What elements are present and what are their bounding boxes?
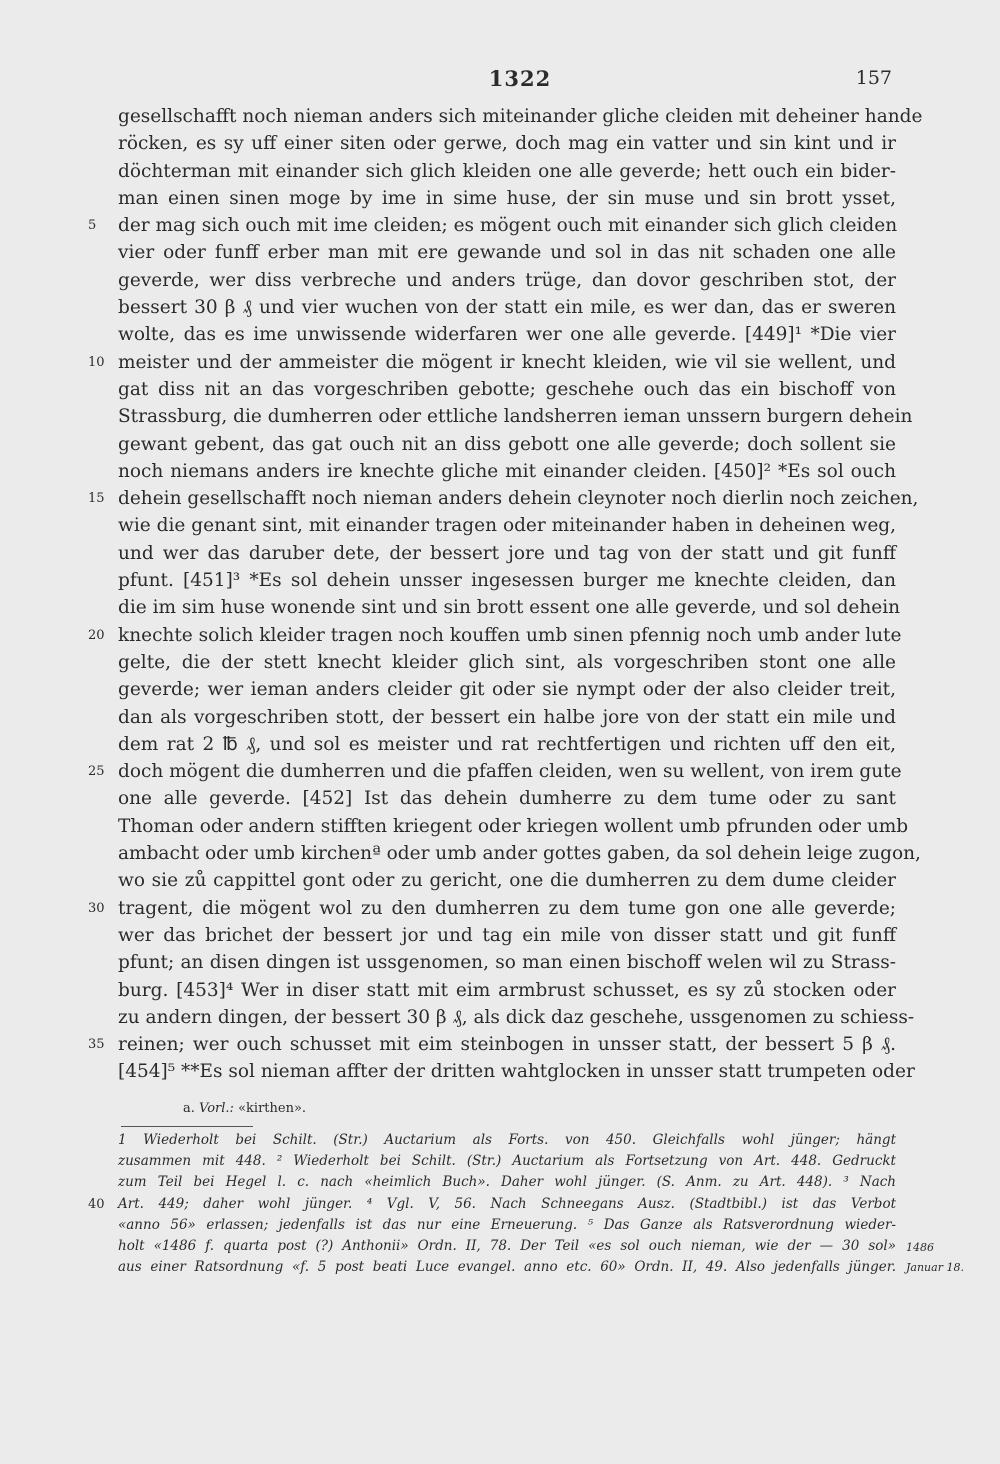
text-line bbox=[0, 1031, 1000, 1058]
text-line bbox=[0, 813, 1000, 840]
page-number: 157 bbox=[855, 67, 892, 89]
margin-note-year: 1486 bbox=[906, 1241, 934, 1254]
text-line bbox=[0, 704, 1000, 731]
line-text: knechte solich kleider tragen noch kouffen umb sinen pfennig noch umb ander lute bbox=[118, 624, 902, 646]
margin-note-date: Januar 18. bbox=[906, 1261, 964, 1274]
text-line bbox=[0, 867, 1000, 894]
line-text: gat diss nit an das vorgeschriben gebotte; geschehe ouch das ein bischoff von bbox=[118, 378, 896, 400]
line-text: geverde, wer diss verbreche und anders trüge, dan dovor geschriben stot, der bbox=[118, 269, 896, 291]
main-text bbox=[0, 103, 1000, 1086]
line-text: «anno 56» erlassen; jedenfalls ist das nur eine Erneuerung. ⁵ Das Ganze als Ratsverordnung wieder- bbox=[118, 1216, 896, 1233]
line-number: 10 bbox=[88, 354, 105, 370]
text-line bbox=[0, 212, 1000, 239]
text-line bbox=[0, 567, 1000, 594]
line-text: zu andern dingen, der bessert 30 β ₰, als dick daz geschehe, ussgenomen zu schiess- bbox=[118, 1006, 915, 1028]
textual-note-reading: «kirthen». bbox=[238, 1101, 307, 1116]
line-text: wo sie zů cappittel gont oder zu gericht, one die dumherren zu dem dume cleider bbox=[118, 870, 896, 892]
line-text: röcken, es sy uff einer siten oder gerwe, doch mag ein vatter und sin kint und ir bbox=[118, 133, 896, 155]
text-line bbox=[0, 239, 1000, 266]
footnotes bbox=[0, 1130, 1000, 1278]
line-text: aus einer Ratsordnung «f. 5 post beati Luce evangel. anno etc. 60» Ordn. II, 49. Also jedenfalls jünger. bbox=[118, 1259, 896, 1276]
text-line bbox=[0, 485, 1000, 512]
footnote-line bbox=[0, 1257, 1000, 1278]
text-line bbox=[0, 349, 1000, 376]
text-line bbox=[0, 267, 1000, 294]
line-text: wie die genant sint, mit einander tragen oder miteinander haben in deheinen weg, bbox=[118, 515, 896, 537]
text-line bbox=[0, 676, 1000, 703]
footnote-line bbox=[0, 1172, 1000, 1193]
line-text: wer das brichet der bessert jor und tag ein mile von disser statt und git funff bbox=[118, 924, 896, 946]
footnote-rule bbox=[121, 1126, 253, 1127]
page-header bbox=[0, 66, 1000, 96]
line-text: gelte, die der stett knecht kleider glich sint, als vorgeschriben stont one alle bbox=[118, 651, 896, 673]
text-line bbox=[0, 1004, 1000, 1031]
line-text: vier oder funff erber man mit ere gewande und sol in das nit schaden one alle bbox=[118, 242, 896, 264]
text-line bbox=[0, 294, 1000, 321]
line-number: 30 bbox=[88, 900, 105, 916]
text-line bbox=[0, 840, 1000, 867]
document-number: 1322 bbox=[488, 66, 552, 91]
footnote-line bbox=[0, 1215, 1000, 1236]
text-line bbox=[0, 594, 1000, 621]
line-text: burg. [453]⁴ Wer in diser statt mit eim armbrust schusset, es sy zů stocken oder bbox=[118, 979, 896, 1001]
text-line bbox=[0, 158, 1000, 185]
line-text: meister und der ammeister die mögent ir knecht kleiden, wie vil sie wellent, und bbox=[118, 351, 896, 373]
line-number: 35 bbox=[88, 1037, 105, 1053]
line-text: 1 Wiederholt bei Schilt. (Str.) Auctarium als Forts. von 450. Gleichfalls wohl jünger; hängt bbox=[118, 1132, 896, 1148]
line-number: 5 bbox=[88, 218, 97, 234]
text-line bbox=[0, 622, 1000, 649]
line-text: dan als vorgeschriben stott, der bessert ein halbe jore von der statt ein mile und bbox=[118, 706, 896, 728]
line-text: gewant gebent, das gat ouch nit an diss gebott one alle geverde; doch sollent sie bbox=[118, 433, 896, 455]
textual-note bbox=[183, 1101, 306, 1116]
line-number: 20 bbox=[88, 627, 105, 643]
text-line bbox=[0, 949, 1000, 976]
footnote-line bbox=[0, 1236, 1000, 1257]
line-number: 15 bbox=[88, 491, 105, 507]
line-text: tragent, die mögent wol zu den dumherren zu dem tume gon one alle geverde; bbox=[118, 897, 896, 919]
line-number: 40 bbox=[88, 1196, 105, 1212]
line-text: reinen; wer ouch schusset mit eim steinbogen in unsser statt, der bessert 5 β ₰. bbox=[118, 1034, 896, 1056]
text-line bbox=[0, 540, 1000, 567]
text-line bbox=[0, 649, 1000, 676]
text-line bbox=[0, 321, 1000, 348]
line-text: gesellschafft noch nieman anders sich miteinander gliche cleiden mit deheiner hande bbox=[118, 106, 923, 127]
line-text: doch mögent die dumherren und die pfaffen cleiden, wen su wellent, von irem gute bbox=[118, 761, 902, 783]
textual-note-vorl: Vorl.: bbox=[199, 1101, 234, 1116]
line-text: one alle geverde. [452] Ist das dehein dumherre zu dem tume oder zu sant bbox=[118, 788, 896, 810]
line-text: Art. 449; daher wohl jünger. ⁴ Vgl. V, 56. Nach Schneegans Ausz. (Stadtbibl.) ist das Verbot bbox=[118, 1195, 896, 1212]
line-text: holt «1486 f. quarta post (?) Anthonii» Ordn. II, 78. Der Teil «es sol ouch nieman, wie der — 30 sol» bbox=[118, 1237, 896, 1254]
text-line bbox=[0, 922, 1000, 949]
textual-note-label: a. bbox=[183, 1101, 195, 1116]
text-line bbox=[0, 458, 1000, 485]
text-line bbox=[0, 376, 1000, 403]
line-text: pfunt; an disen dingen ist ussgenomen, so man einen bischoff welen wil zu Strass- bbox=[118, 952, 896, 974]
text-line bbox=[0, 403, 1000, 430]
line-text: Strassburg, die dumherren oder ettliche landsherren ieman unssern burgern dehein bbox=[118, 406, 913, 428]
text-line bbox=[0, 431, 1000, 458]
line-text: ambacht oder umb kirchenª oder umb ander gottes gaben, da sol dehein leige zugon, bbox=[118, 843, 921, 865]
line-text: dem rat 2 ℔ ₰, und sol es meister und rat rechtfertigen und richten uff den eit, bbox=[118, 733, 896, 755]
line-text: und wer das daruber dete, der bessert jore und tag von der statt und git funff bbox=[118, 542, 896, 564]
text-line bbox=[0, 185, 1000, 212]
line-text: die im sim huse wonende sint und sin brott essent one alle geverde, und sol dehein bbox=[118, 597, 901, 619]
line-text: pfunt. [451]³ *Es sol dehein unsser ingesessen burger me knechte cleiden, dan bbox=[118, 570, 896, 592]
line-text: bessert 30 β ₰ und vier wuchen von der statt ein mile, es wer dan, das er sweren bbox=[118, 297, 896, 319]
text-line bbox=[0, 785, 1000, 812]
line-text: zusammen mit 448. ² Wiederholt bei Schilt. (Str.) Auctarium als Fortsetzung von Art. 448. Gedruckt bbox=[118, 1153, 896, 1170]
line-text: geverde; wer ieman anders cleider git oder sie nympt oder der also cleider treit, bbox=[118, 679, 896, 701]
text-line bbox=[0, 512, 1000, 539]
text-line bbox=[0, 1058, 1000, 1085]
line-text: der mag sich ouch mit ime cleiden; es mögent ouch mit einander sich glich cleiden bbox=[118, 215, 898, 237]
line-text: man einen sinen moge by ime in sime huse, der sin muse und sin brott ysset, bbox=[118, 187, 896, 209]
text-line bbox=[0, 895, 1000, 922]
footnote-line bbox=[0, 1194, 1000, 1215]
line-text: Thoman oder andern stifften kriegent oder kriegen wollent umb pfrunden oder umb bbox=[118, 815, 909, 837]
line-text: dehein gesellschafft noch nieman anders dehein cleynoter noch dierlin noch zeichen, bbox=[118, 488, 919, 510]
line-number: 25 bbox=[88, 764, 105, 780]
footnote-line bbox=[0, 1151, 1000, 1172]
text-line bbox=[0, 977, 1000, 1004]
line-text: wolte, das es ime unwissende widerfaren wer one alle geverde. [449]¹ *Die vier bbox=[118, 324, 896, 346]
line-text: [454]⁵ **Es sol nieman affter der dritten wahtglocken in unsser statt trumpeten oder bbox=[118, 1061, 915, 1083]
text-line bbox=[0, 130, 1000, 157]
text-line bbox=[0, 731, 1000, 758]
line-text: döchterman mit einander sich glich kleiden one alle geverde; hett ouch ein bider- bbox=[118, 160, 896, 182]
text-line bbox=[0, 103, 1000, 130]
line-text: noch niemans anders ire knechte gliche mit einander cleiden. [450]² *Es sol ouch bbox=[118, 460, 896, 482]
line-text: zum Teil bei Hegel l. c. nach «heimlich Buch». Daher wohl jünger. (S. Anm. zu Art. 448). ³ Nach bbox=[118, 1174, 896, 1191]
footnote-line bbox=[0, 1130, 1000, 1151]
text-line bbox=[0, 758, 1000, 785]
